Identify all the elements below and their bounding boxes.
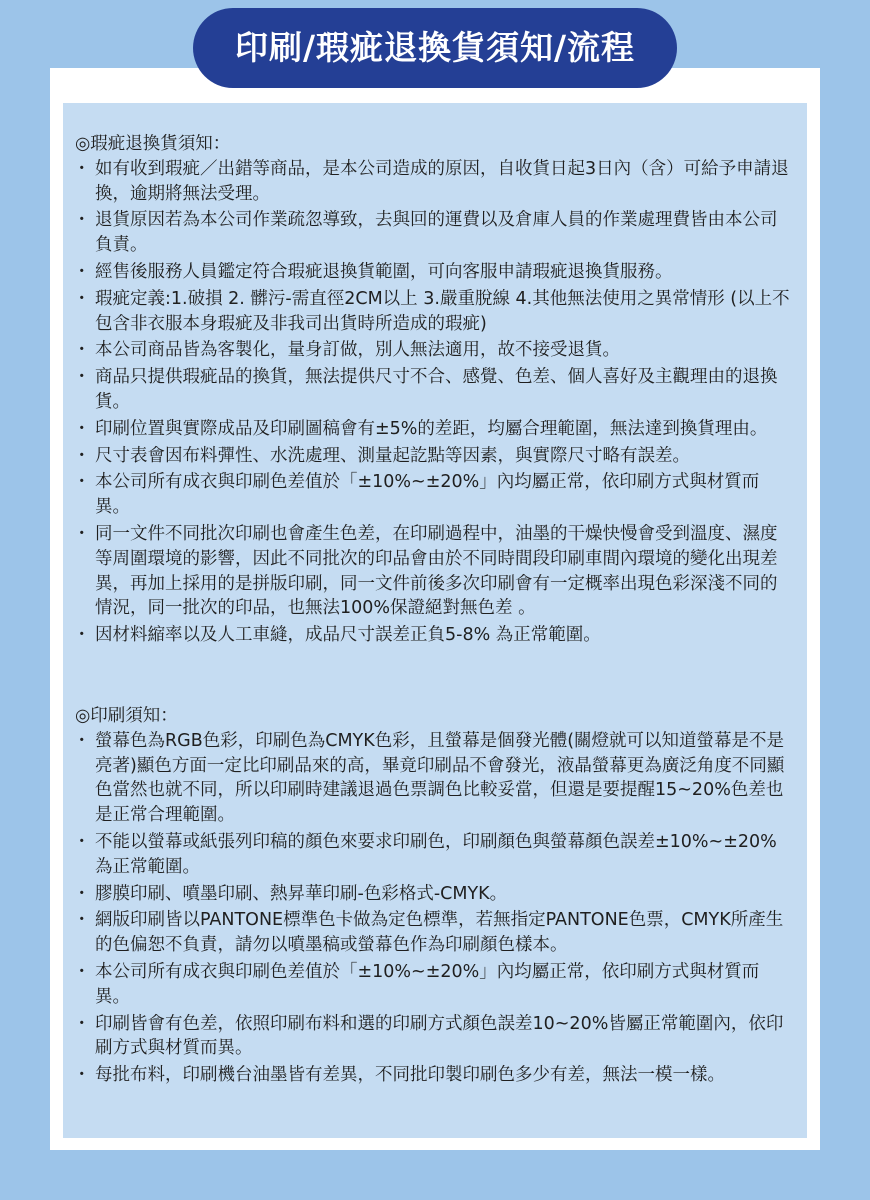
defect-notice-item: ・ 商品只提供瑕疵品的換貨，無法提供尺寸不合、感覺、色差、個人喜好及主觀理由的退換貨。 (75, 365, 793, 415)
print-section-heading: ◎印刷須知： (75, 705, 178, 726)
defect-notice-item: ・ 尺寸表會因布料彈性、水洗處理、測量起訖點等因素，與實際尺寸略有誤差。 (75, 444, 793, 469)
defect-section-heading: ◎瑕疵退換貨須知： (75, 134, 231, 154)
print-notice-item: ・ 印刷皆會有色差，依照印刷布料和選的印刷方式顏色誤差10~20%皆屬正常範圍內，依印刷方式與材質而異。 (75, 1012, 793, 1062)
section-spacer (75, 650, 793, 704)
defect-notice-item: ・ 本公司商品皆為客製化，量身訂做，別人無法適用，故不接受退貨。 (75, 338, 793, 363)
defect-notice-list (75, 157, 793, 648)
print-notice-item: ・ 螢幕色為RGB色彩，印刷色為CMYK色彩，且螢幕是個發光體(關燈就可以知道螢幕是不是亮著)顯色方面一定比印刷品來的高，畢竟印刷品不會發光，液晶螢幕更為廣泛角度不同顯色當然也就不同，所以印刷時建議退過色票調色比較妥當，但還是要提醒15~20%色差也是正常合理範圍。 (75, 729, 793, 828)
print-notice-item: ・ 膠膜印刷、噴墨印刷、熱昇華印刷-色彩格式-CMYK。 (75, 882, 793, 907)
defect-notice-item: ・ 瑕疵定義:1.破損 2. 髒污-需直徑2CM以上 3.嚴重脫線 4.其他無法使用之異常情形 (以上不包含非衣服本身瑕疵及非我司出貨時所造成的瑕疵) (75, 287, 793, 337)
defect-notice-item: ・ 退貨原因若為本公司作業疏忽導致，去與回的運費以及倉庫人員的作業處理費皆由本公司負責。 (75, 208, 793, 258)
defect-notice-item: ・ 如有收到瑕疵／出錯等商品，是本公司造成的原因，自收貨日起3日內（含）可給予申請退換，逾期將無法受理。 (75, 157, 793, 207)
page-title: 印刷/瑕疵退換貨須知/流程 (193, 8, 677, 88)
defect-notice-item: ・ 印刷位置與實際成品及印刷圖稿會有±5%的差距，均屬合理範圍，無法達到換貨理由。 (75, 417, 793, 442)
print-notice-item: ・ 網版印刷皆以PANTONE標準色卡做為定色標準，若無指定PANTONE色票，CMYK所產生的色偏恕不負責，請勿以噴墨稿或螢幕色作為印刷顏色樣本。 (75, 908, 793, 958)
notice-content (75, 132, 793, 1090)
print-notice-list (75, 729, 793, 1088)
defect-notice-item: ・ 本公司所有成衣與印刷色差值於「±10%~±20%」內均屬正常，依印刷方式與材質而異。 (75, 470, 793, 520)
print-notice-item: ・ 不能以螢幕或紙張列印稿的顏色來要求印刷色，印刷顏色與螢幕顏色誤差±10%~±20%為正常範圍。 (75, 830, 793, 880)
print-notice-item: ・ 每批布料，印刷機台油墨皆有差異，不同批印製印刷色多少有差，無法一模一樣。 (75, 1063, 793, 1088)
defect-notice-item: ・ 因材料縮率以及人工車縫，成品尺寸誤差正負5-8% 為正常範圍。 (75, 623, 793, 648)
print-notice-item: ・ 本公司所有成衣與印刷色差值於「±10%~±20%」內均屬正常，依印刷方式與材質而異。 (75, 960, 793, 1010)
defect-notice-item: ・ 經售後服務人員鑑定符合瑕疵退換貨範圍，可向客服申請瑕疵退換貨服務。 (75, 260, 793, 285)
defect-notice-item: ・ 同一文件不同批次印刷也會產生色差，在印刷過程中，油墨的干燥快慢會受到溫度、濕度等周圍環境的影響，因此不同批次的印品會由於不同時間段印刷車間內環境的變化出現差異，再加上採用的是拼版印刷，同一文件前後多次印刷會有一定概率出現色彩深淺不同的情況，同一批次的印品，也無法100%保證絕對無色差 。 (75, 522, 793, 621)
